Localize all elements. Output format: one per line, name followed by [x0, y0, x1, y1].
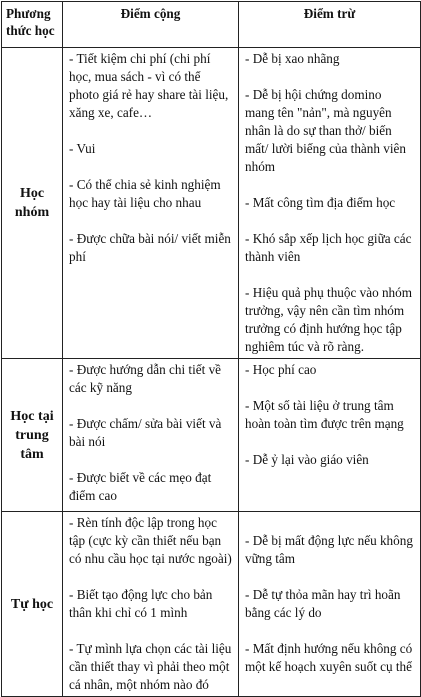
- header-cons: Điểm trừ: [239, 2, 421, 48]
- pros-item: - Được chữa bài nói/ viết miễn phí: [69, 231, 231, 264]
- cons-item: - Hiệu quả phụ thuộc vào nhóm trưởng, vậy nên cần tìm nhóm trưởng có định hướng học tập nghiêm túc và rõ ràng.: [245, 285, 413, 354]
- cons-item: - Học phí cao: [245, 362, 317, 377]
- pros-item: - Được chấm/ sửa bài viết và bài nói: [69, 416, 222, 449]
- cons-item: - Dễ tự thỏa mãn hay trì hoãn bằng các lý do: [245, 587, 401, 620]
- method-cell: Học tại trung tâm: [2, 359, 63, 512]
- table-row-hoc-nhom: [2, 48, 421, 359]
- cons-item: - Dễ bị xao nhãng: [245, 51, 340, 66]
- cons-cell: [239, 359, 421, 512]
- pros-item: - Có thể chia sẻ kinh nghiệm học hay tài liệu cho nhau: [69, 177, 221, 210]
- header-row: [2, 2, 421, 48]
- method-cell: Tự học: [2, 512, 63, 697]
- cons-item: - Dễ ỷ lại vào giáo viên: [245, 452, 369, 467]
- cons-item: - Dễ bị mất động lực nếu không vững tâm: [245, 533, 413, 566]
- pros-item: - Được biết về các mẹo đạt điểm cao: [69, 470, 212, 503]
- pros-item: - Vui: [69, 141, 96, 156]
- pros-cell: [63, 48, 239, 359]
- pros-cell: [63, 512, 239, 697]
- cons-item: - Mất định hướng nếu không có một kế hoạch xuyên suốt cụ thể: [245, 641, 413, 674]
- header-pros: Điểm cộng: [63, 2, 239, 48]
- cons-cell: [239, 512, 421, 697]
- cons-item: - Dễ bị hội chứng domino mang tên "nản", mà nguyên nhân là do sự than thở/ biến mất/ lười biếng của thành viên nhóm: [245, 87, 406, 174]
- pros-cell: [63, 359, 239, 512]
- method-cell: Học nhóm: [2, 48, 63, 359]
- pros-item: - Tự mình lựa chọn các tài liệu cần thiết thay vì phải theo một cá nhân, một nhóm nào đó: [69, 641, 232, 692]
- pros-item: - Rèn tính độc lập trong học tập (cực kỳ cần thiết nếu bạn có nhu cầu học tại nước ngoài): [69, 515, 232, 566]
- cons-item: - Mất công tìm địa điểm học: [245, 195, 396, 210]
- comparison-table: [1, 1, 421, 697]
- pros-item: - Biết tạo động lực cho bản thân khi chỉ có 1 mình: [69, 587, 213, 620]
- table-row-hoc-tai-trung-tam: [2, 359, 421, 512]
- pros-item: - Tiết kiệm chi phí (chi phí học, mua sách - vì có thể photo giá rẻ hay share tài liệu, xăng xe, cafe…: [69, 51, 229, 120]
- cons-item: - Khó sắp xếp lịch học giữa các thành viên: [245, 231, 412, 264]
- cons-cell: [239, 48, 421, 359]
- header-method: Phương thức học: [2, 2, 63, 48]
- pros-item: - Được hướng dẫn chi tiết về các kỹ năng: [69, 362, 222, 395]
- cons-item: - Một số tài liệu ở trung tâm hoàn toàn tìm được trên mạng: [245, 398, 404, 431]
- table-row-tu-hoc: [2, 512, 421, 697]
